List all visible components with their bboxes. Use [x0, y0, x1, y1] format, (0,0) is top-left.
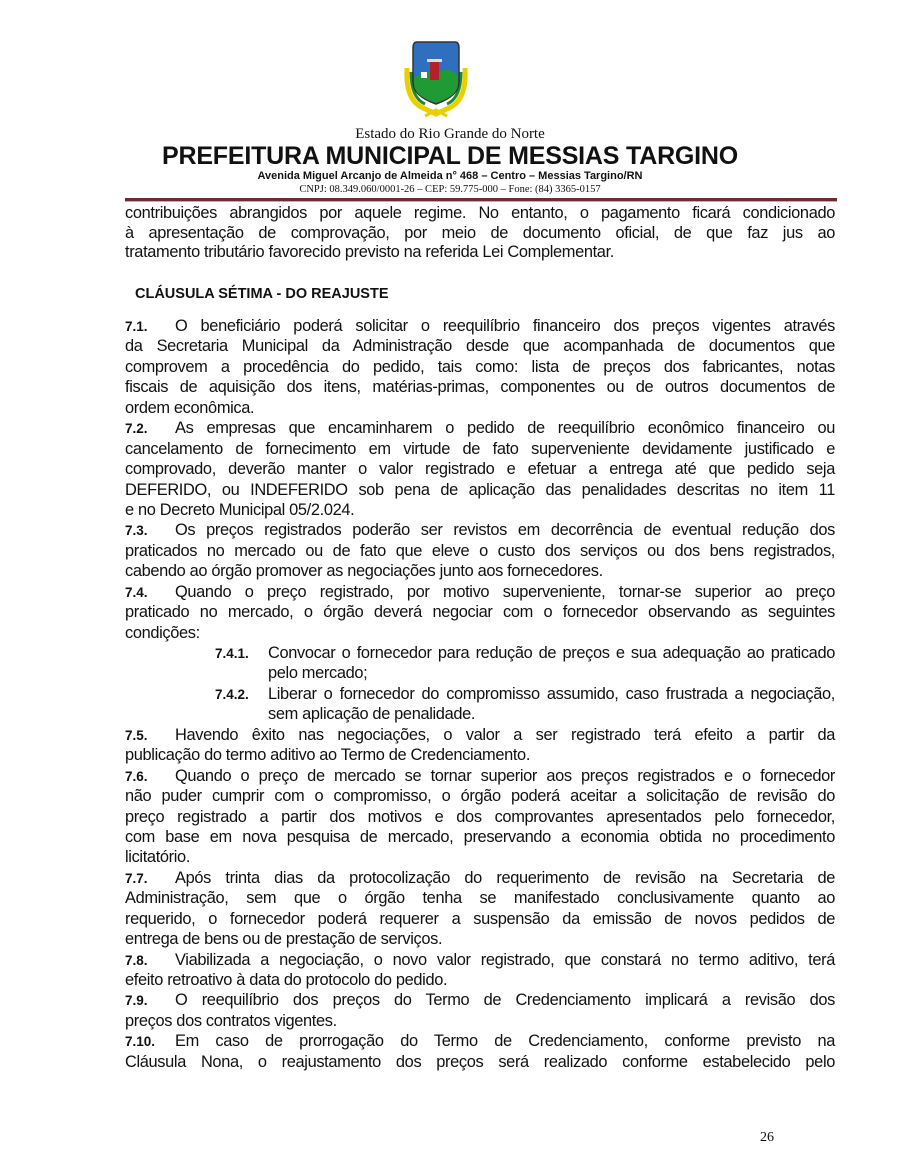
- clause-number: 7.7.: [125, 870, 148, 886]
- clause-item: [125, 316, 835, 418]
- clause-number: 7.8.: [125, 952, 148, 968]
- text-line: [125, 725, 835, 745]
- header-divider: [125, 198, 837, 202]
- clause-number: 7.1.: [125, 319, 148, 334]
- clause-text: Quando o preço registrado, por motivo superveniente, tornar-se superior ao preço: [175, 582, 835, 601]
- clause-text: Havendo êxito nas negociações, o valor a ser registrado terá efeito a partir da: [175, 725, 835, 744]
- text-line: [125, 418, 835, 438]
- text-line: Administração, sem que o órgão tenha se manifestado conclusivamente quanto ao: [125, 889, 835, 908]
- text-line: requerido, o fornecedor poderá requerer a suspensão da emissão de novos pedidos de: [125, 909, 835, 928]
- clause-text: Viabilizada a negociação, o novo valor registrado, que constará no termo aditivo, terá: [175, 950, 835, 969]
- header-address: Avenida Miguel Arcanjo de Almeida n° 468 – Centro – Messias Targino/RN: [257, 170, 643, 182]
- text-line: licitatório.: [125, 848, 191, 867]
- text-line: efeito retroativo à data do protocolo do pedido.: [125, 971, 448, 989]
- clause-item: [125, 1031, 835, 1072]
- clause-text: Liberar o fornecedor do compromisso assumido, caso frustrada a negociação,: [268, 684, 835, 703]
- clause-item: [125, 418, 835, 520]
- text-line: ordem econômica.: [125, 398, 255, 417]
- clause-text: Em caso de prorrogação do Termo de Credenciamento, conforme previsto na: [175, 1032, 835, 1051]
- clause-item: [125, 766, 835, 868]
- clause-item: [125, 520, 835, 581]
- clause-number: 7.9.: [125, 993, 148, 1009]
- intro-paragraph: [125, 204, 835, 263]
- clause-number: 7.3.: [125, 523, 148, 539]
- text-line: não puder cumprir com o compromisso, o órgão poderá aceitar a solicitação de revisão do: [125, 787, 835, 806]
- section-heading: CLÁUSULA SÉTIMA - DO REAJUSTE: [135, 286, 389, 302]
- clause-item: [125, 868, 835, 950]
- header-state: Estado do Rio Grande do Norte: [355, 126, 545, 142]
- text-line: [125, 316, 835, 336]
- text-line: contribuições abrangidos por aquele regime. No entanto, o pagamento ficará condicionado: [125, 204, 835, 222]
- text-line: condições:: [125, 623, 200, 642]
- header-contact: CNPJ: 08.349.060/0001-26 – CEP: 59.775-000 – Fone: (84) 3365-0157: [299, 184, 601, 195]
- clause-number: 7.4.2.: [215, 686, 249, 702]
- text-line: e no Decreto Municipal 05/2.024.: [125, 500, 355, 519]
- text-line: [125, 520, 835, 540]
- text-line: entrega de bens ou de prestação de serviços.: [125, 930, 443, 949]
- clause-number: 7.5.: [125, 727, 148, 743]
- text-line: preços dos contratos vigentes.: [125, 1011, 337, 1030]
- text-line: praticados no mercado ou de fato que eleve o custo dos serviços ou dos bens registrados,: [125, 541, 835, 560]
- clause-text: As empresas que encaminharem o pedido de reequilíbrio econômico financeiro ou: [175, 419, 835, 438]
- clause-item: [125, 725, 835, 766]
- clause-number: 7.4.: [125, 584, 148, 600]
- clause-number: 7.2.: [125, 421, 148, 437]
- text-line: com base em nova pesquisa de mercado, preservando a economia obtida no procedimento: [125, 827, 835, 846]
- text-line: sem aplicação de penalidade.: [268, 705, 476, 724]
- clause-item: [125, 684, 835, 725]
- text-line: [125, 990, 835, 1010]
- text-line: da Secretaria Municipal da Administração desde que acompanhada de documentos que: [125, 337, 835, 356]
- text-line: [125, 766, 835, 786]
- text-line: [125, 950, 835, 970]
- clause-item: [125, 582, 835, 643]
- text-line: praticado no mercado, o órgão deverá negociar com o fornecedor observando as seguintes: [125, 603, 835, 622]
- municipal-coat-of-arms-logo: [403, 38, 469, 120]
- header-title: PREFEITURA MUNICIPAL DE MESSIAS TARGINO: [161, 142, 739, 170]
- text-line: publicação do termo aditivo ao Termo de Credenciamento.: [125, 746, 531, 765]
- clause-text: O reequilíbrio dos preços do Termo de Credenciamento implicará a revisão dos: [175, 991, 835, 1010]
- text-line: à apresentação de comprovação, por meio de documento oficial, de que faz jus ao: [125, 223, 835, 242]
- text-line: [215, 643, 835, 663]
- text-line: Cláusula Nona, o reajustamento dos preços será realizado conforme estabelecido pelo: [125, 1052, 835, 1071]
- clause-number: 7.4.1.: [215, 646, 249, 661]
- clause-item: [125, 950, 835, 991]
- clause-text: Quando o preço de mercado se tornar superior aos preços registrados e o fornecedor: [175, 766, 835, 785]
- text-line: cabendo ao órgão promover as negociações junto aos fornecedores.: [125, 562, 603, 581]
- text-line: tratamento tributário favorecido previsto na referida Lei Complementar.: [125, 243, 614, 262]
- text-line: [125, 1031, 835, 1051]
- text-line: pelo mercado;: [268, 664, 368, 683]
- clause-item: [125, 643, 835, 684]
- text-line: cancelamento de fornecimento em virtude de fato superveniente devidamente justificado e: [125, 439, 835, 458]
- text-line: comprovado, deverão manter o valor registrado e efetuar a entrega até que pedido seja: [125, 460, 835, 479]
- clause-number: 7.10.: [125, 1034, 156, 1050]
- text-line: fiscais de aquisição dos itens, matérias-primas, componentes ou de outros documentos de: [125, 378, 835, 397]
- text-line: preço registrado a partir dos motivos e dos comprovantes apresentados pelo fornecedor,: [125, 807, 835, 826]
- text-line: DEFERIDO, ou INDEFERIDO sob pena de aplicação das penalidades descritas no item 11: [125, 480, 835, 499]
- text-line: [125, 868, 835, 888]
- text-line: comprovem a procedência do pedido, tais como: lista de preços dos fabricantes, notas: [125, 357, 835, 376]
- clause-text: Os preços registrados poderão ser revistos em decorrência de eventual redução dos: [175, 521, 835, 540]
- clause-number: 7.6.: [125, 768, 148, 784]
- clause-text: Após trinta dias da protocolização do requerimento de revisão na Secretaria de: [175, 868, 835, 887]
- text-line: [125, 582, 835, 602]
- page-number: 26: [760, 1130, 774, 1145]
- clause-text: O beneficiário poderá solicitar o reequilíbrio financeiro dos preços vigentes através: [175, 317, 835, 335]
- clause-items: [125, 316, 835, 1072]
- text-line: [215, 684, 835, 704]
- clause-text: Convocar o fornecedor para redução de preços e sua adequação ao praticado: [268, 644, 835, 662]
- clause-item: [125, 990, 835, 1031]
